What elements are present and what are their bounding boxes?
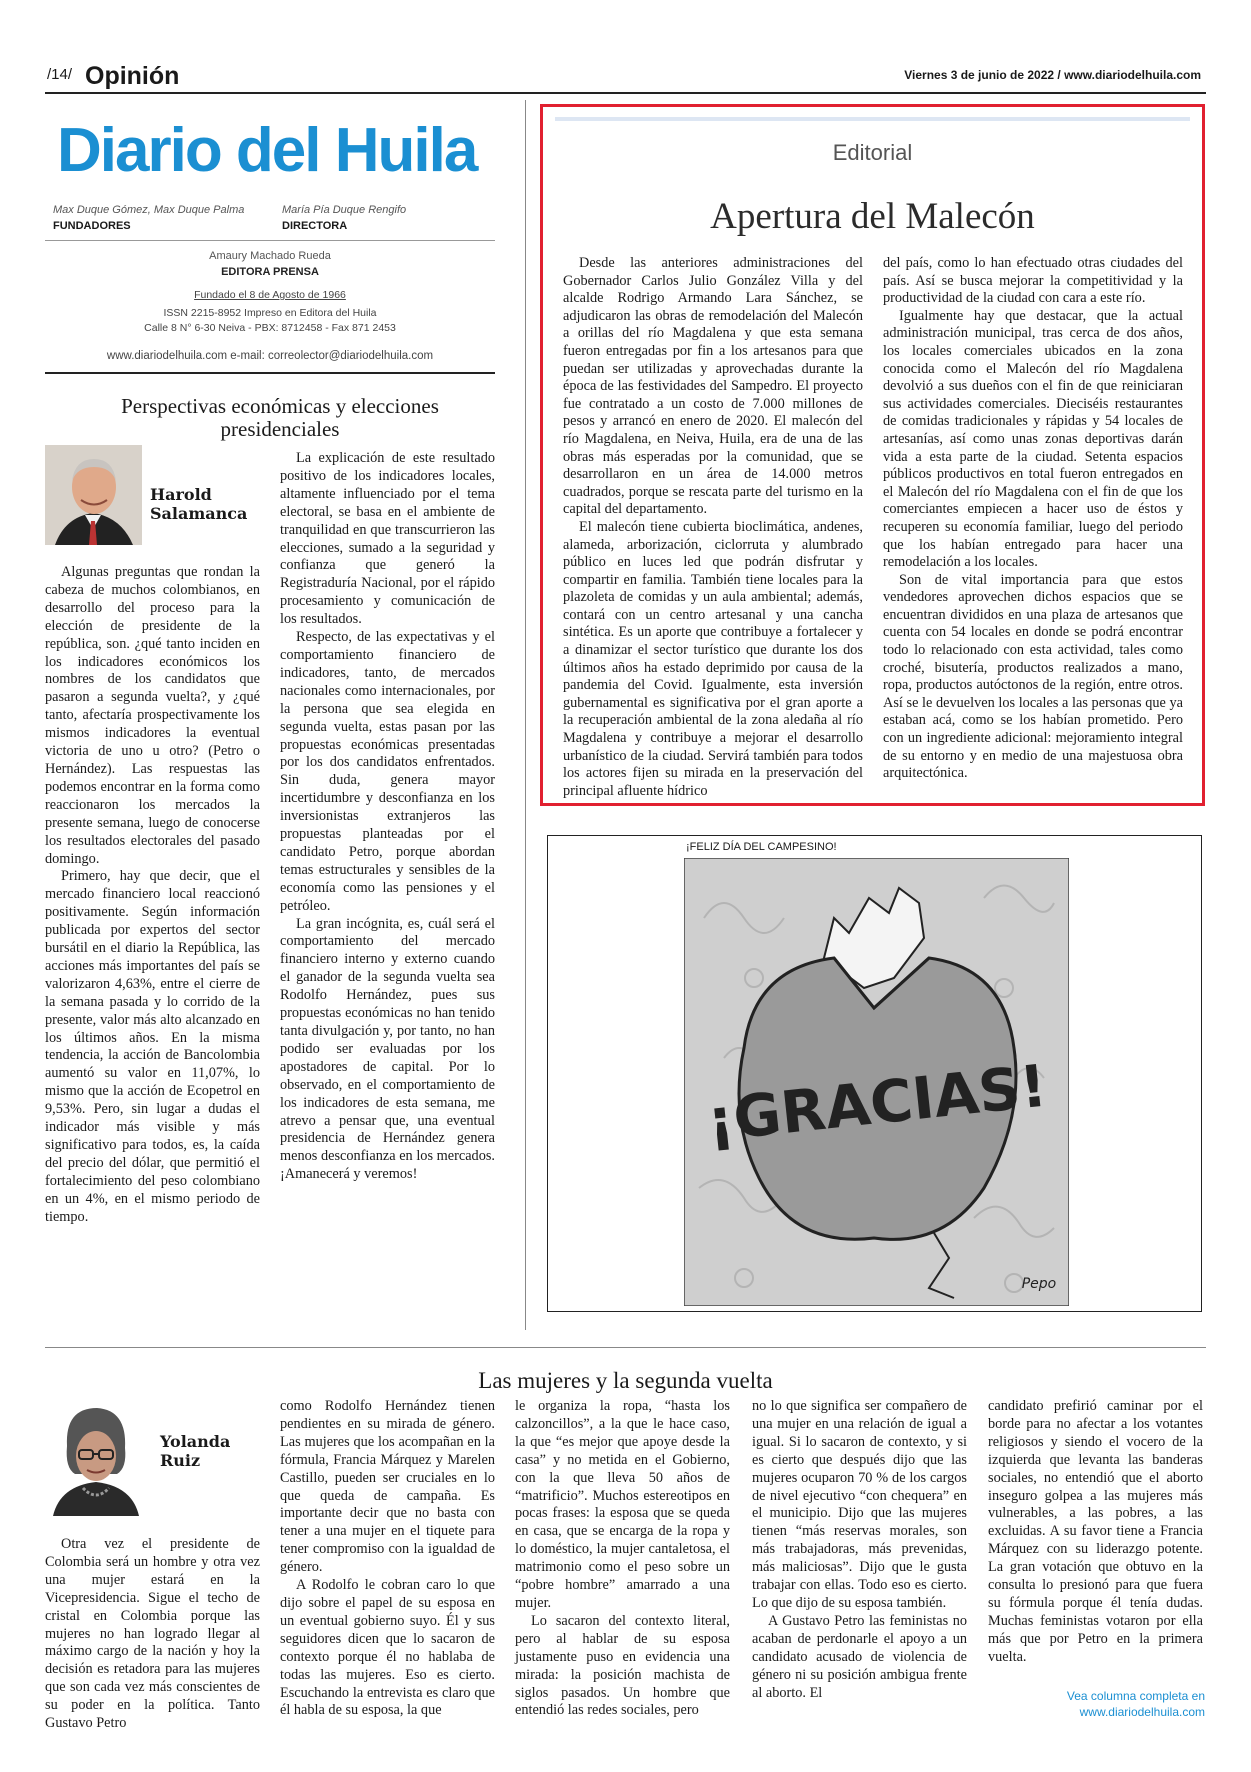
paragraph: no lo que significa ser compañero de una mujer en una relación de igual a igual. Si lo sacaron de contexto, y si es cierto que después dijo que las mujeres ocuparon 70 % de los cargos de nivel ejecutivo “con chequera” en el municipio. Dijo que las mujeres tienen “más reservas morales, son más trabajadoras, más prevenidas, más maliciosas”. Dijo que le gusta trabajar con ellas. Todo eso es cierto. Lo que dijo de su esposa también. (752, 1398, 967, 1611)
paragraph: del país, como lo han efectuado otras ciudades del país. Así se busca mejorar la competitividad y la productividad de la ciudad con cara a este río. (883, 255, 1183, 307)
top-rule (45, 92, 1206, 94)
column2-text-3 (515, 1398, 730, 1720)
author-name: Yolanda Ruiz (160, 1432, 231, 1470)
author-photo (45, 1398, 145, 1516)
cartoon-caption: ¡FELIZ DÍA DEL CAMPESINO! (686, 841, 837, 853)
editorial-column-2 (883, 255, 1183, 783)
paragraph: A Rodolfo le cobran caro lo que dijo sobre el papel de su esposa en un eventual gobierno suyo. Él y sus seguidores dicen que lo sacaron de contexto porque él no hablaba de todas las mujeres. Eso es cierto. Escuchando la entrevista es claro que él habla de su esposa, la que (280, 1577, 495, 1719)
paragraph: Otra vez el presidente de Colombia será un hombre y otra vez una mujer estará en la Vicepresidencia. Sigue el techo de cristal en Colombia porque las mujeres no han logrado llegar al máximo cargo de la nación y hoy la decisión es retadora para las mujeres que son cada vez más conscientes de su poder en la política. Tanto Gustavo Petro (45, 1536, 260, 1732)
paragraph: candidato prefirió caminar por el borde para no afectar a los votantes religiosos y siendo el vocero de la izquierda que levanta las banderas sociales, no entendió que el aborto inseguro golpea a las mujeres más vulnerables, a las pobres, a las excluidas. A su favor tiene a Francia Márquez con su liderazgo potente. La gran votación que obtuvo en la consulta lo presionó para que fuera su fórmula porque él tenía dudas. Muchas feministas votaron por ella más que por Petro en la primera vuelta. (988, 1398, 1203, 1665)
editorial-kicker: Editorial (832, 140, 913, 165)
editorial-box (540, 104, 1205, 806)
paragraph: Algunas preguntas que rondan la cabeza de muchos colombianos, en desarrollo del proceso para la elección de presidente de la república, son. ¿qué tanto inciden en los indicadores económicos los nombres de los candidatos que pasaron a segunda vuelta?, y ¿qué tanto, afectaría prospectivamente los mismos indicadores la eventual victoria de uno u otro? (Petro o Hernández). Las respuestas las podemos encontrar en la forma como reaccionaron los mercados la presente semana, luego de conocerse los resultados electorales del pasado domingo. (45, 564, 260, 867)
issn-line: ISSN 2215-8952 Impreso en Editora del Huila (163, 307, 377, 319)
director-role: DIRECTORA (282, 220, 348, 232)
paragraph: Lo sacaron del contexto literal, pero al hablar de su esposa justamente puso en evidencia una mirada: la posición machista de siglos pasados. Un hombre que entendió las redes sociales, pero (515, 1612, 730, 1719)
paragraph: Respecto, de las expectativas y el comportamiento financiero de indicadores, tanto, de mercados nacionales como internacionales, por la persona que sea elegida en segunda vuelta, estas pasan por las propuestas económicas presentadas por los dos candidatos enfrentados. Sin duda, genera mayor incertidumbre y desconfianza en los inversionistas extranjeros las propuestas planteadas por el candidato Petro, porque abordan temas estructurales y sensibles de la economía como las pensiones y el petróleo. (280, 629, 495, 914)
editorial-accent-line (555, 117, 1190, 121)
paragraph: La gran incógnita, es, cuál será el comportamiento del mercado financiero interno y externo cuando el ganador de la segunda vuelta sea Rodolfo Hernández, pues sus propuestas económicas no han tenido tanta divulgación y, por tanto, no han podido ser evaluadas por los apostadores de capital. Por lo observado, en el comportamiento de los indicadores de esta semana, me atrevo a pensar que, una eventual presidencia de Hernández genera menos desconfianza en los mercados. ¡Amanecerá y veremos! (280, 915, 495, 1183)
paragraph: Desde las anteriores administraciones del Gobernador Carlos Julio González Villa y del alcalde Rodrigo Armando Lara Sánchez, se adjudicaron las obras de remodelación del Malecón a orillas del río Magdalena y que esta semana fueron entregadas por fin a los artesanos para que puedan ser utilizadas y aprovechadas durante la época de las festividades del Sampedro. El proyecto fue contratado a un costo de 7.000 millones de pesos y arrancó en enero de 2020. El malecón del río Magdalena, en Neiva, Huila, era de una de las obras más esperadas por la comunidad, que se desarrollaron en un área de 14.000 metros cuadrados, porque se rescata parte del turismo en la capital del departamento. (563, 255, 863, 518)
masthead-divider (45, 240, 495, 241)
column2-text-5 (988, 1398, 1203, 1667)
paragraph: como Rodolfo Hernández tienen pendientes en su mirada de género. Las mujeres que los acompañan en la fórmula, Francia Márquez y Marelen Castillo, pueden ser cruciales en lo que queda de campaña. Es importante decir que no basta con tener a una mujer en el tiquete para tener compromiso con la igualdad de género. (280, 1398, 495, 1576)
column2-text-1 (45, 1536, 260, 1733)
editor-role: EDITORA PRENSA (221, 266, 319, 278)
author-name: Harold Salamanca (150, 485, 248, 523)
column1-right-text (280, 450, 495, 1184)
cartoon-frame (547, 835, 1202, 1312)
cartoon-illustration (684, 858, 1069, 1306)
paragraph: le organiza la ropa, “hasta los calzoncillos”, a la que le hace caso, la que “es mejor que apoye desde la casa” y no metida en el Gobierno, con la que lleva 50 años de “matrificio”. Muchos estereotipos en pocas frases: la esposa que se queda en casa, que se encarga de la ropa y lo doméstico, la mujer cantaletosa, el matrimonio como el peso sobre un “pobre hombre” amarrado a una mujer. (515, 1398, 730, 1611)
paragraph: Igualmente hay que destacar, que la actual administración municipal, tras cerca de dos años, los locales comerciales ubicados en la zona conocida como el Malecón del río Magdalena devolvió a sus dueños con el fin de que reiniciaran sus actividades comerciales. Dieciséis restaurantes de comidas tradicionales y rápidas y 54 locales de artesanías, así como unas zonas deportivas darán vida a esta parte de la ciudad. Setenta espacios públicos productivos en total fueron entregados en el Malecón del río Magdalena con el fin de que los comerciantes empiecen a hacer uso de éstos y recuperen su economía familiar, luego del periodo que los habían entregado para hacer una remodelación a los locales. (883, 307, 1183, 571)
paragraph: Son de vital importancia para que estos vendedores aprovechen dichos espacios que se encuentran divididos en una plaza de artesanos que cuenta con 54 locales en donde se podrá encontrar todo lo relacionado con esta actividad, tales como croché, bisutería, productos realizados a mano, ropa, productos autóctonos de la región, entre otros. Así se le devuelven los locales a las personas que ya estaban acá, como se los habían prometido. Pero con un ingrediente adicional: mejoramiento integral de su entorno y en medio de una majestuosa obra arquitectónica. (883, 571, 1183, 782)
address-line: Calle 8 N° 6-30 Neiva - PBX: 8712458 - Fax 871 2453 (144, 322, 396, 334)
column2-text-4 (752, 1398, 967, 1702)
newspaper-logo: Diario del Huila (57, 116, 477, 185)
cartoon-signature: Pepo (1021, 1276, 1057, 1292)
cartoon-text: ¡GRACIAS! (703, 1051, 1050, 1155)
director-name: María Pía Duque Rengifo (282, 204, 407, 216)
paragraph: El malecón tiene cubierta bioclimática, andenes, alameda, arborización, ciclorruta y alumbrado público en luces led que podrán disfrutar y compartir en familia. También tiene locales para la plazoleta de comidas y un aula ambiental; además, contará con un centro artesanal y una cancha sintética. Es un aporte que contribuye a fortalecer y a dinamizar el sector turístico que durante los dos últimos años ha estado deprimido por causa de la pandemia del Covid. Igualmente, esta inversión gubernamental es significativa por el gran aporte a la recuperación ambiental de la zona aledaña al río Magdalena y contribuye a mejorar el desarrollo urbanístico de la ciudad. Servirá también para todos los actores fijen su mirada en la preservación del principal afluente hídrico (563, 518, 863, 799)
column1-left-text (45, 564, 260, 1227)
section-divider (45, 1347, 1206, 1348)
author-photo (45, 445, 142, 545)
read-more-link[interactable]: Vea columna completa en www.diariodelhuila.com (1066, 1689, 1205, 1719)
column-title: Perspectivas económicas y elecciones presidenciales (121, 394, 439, 441)
column2-text-2 (280, 1398, 495, 1720)
editorial-title: Apertura del Malecón (710, 196, 1035, 237)
founders-role: FUNDADORES (53, 220, 131, 232)
column2-title: Las mujeres y la segunda vuelta (478, 1368, 773, 1393)
paragraph: Primero, hay que decir, que el mercado financiero local reaccionó positivamente. Según información publicada por expertos del sector bursátil en el diario la República, las acciones más importantes del país se valorizaron 4,63%, entre el cierre de la semana pasada y lo corrido de la presente, valor más alto alcanzado en los últimos años. En la misma tendencia, la acción de Bancolombia aumentó su valor en 11,07%, lo mismo que la acción de Ecopetrol en 9,53%. Pero, sin lugar a dudas el indicador más visible y más significativo para todos, es, la caída del precio del dólar, que permitió el fortalecimiento del peso colombiano en un 4%, en el mismo periodo de tiempo. (45, 868, 260, 1225)
page-number: /14/ (47, 66, 73, 83)
masthead-bottom-rule (45, 372, 495, 374)
founded-date: Fundado el 8 de Agosto de 1966 (194, 289, 346, 301)
masthead (45, 100, 495, 375)
vertical-divider (525, 100, 526, 1330)
dateline: Viernes 3 de junio de 2022 / www.diariodelhuila.com (904, 68, 1201, 82)
founders-names: Max Duque Gómez, Max Duque Palma (53, 204, 245, 216)
editor-name: Amaury Machado Rueda (209, 250, 331, 262)
contact-line: www.diariodelhuila.com e-mail: correolector@diariodelhuila.com (106, 350, 434, 362)
editorial-column-1 (563, 255, 863, 800)
section-title: Opinión (85, 62, 180, 90)
paragraph: La explicación de este resultado positivo de los indicadores locales, altamente influenciado por el tema electoral, se basa en el ambiente de tranquilidad en que transcurrieron las elecciones, sumado a la seguridad y confianza que generó la Registraduría Nacional, por el rápido procesamiento y comunicación de los resultados. (280, 450, 495, 628)
paragraph: A Gustavo Petro las feministas no acaban de perdonarle el apoyo a un candidato acusado de violencia de género ni su posición ambigua frente al aborto. El (752, 1612, 967, 1701)
